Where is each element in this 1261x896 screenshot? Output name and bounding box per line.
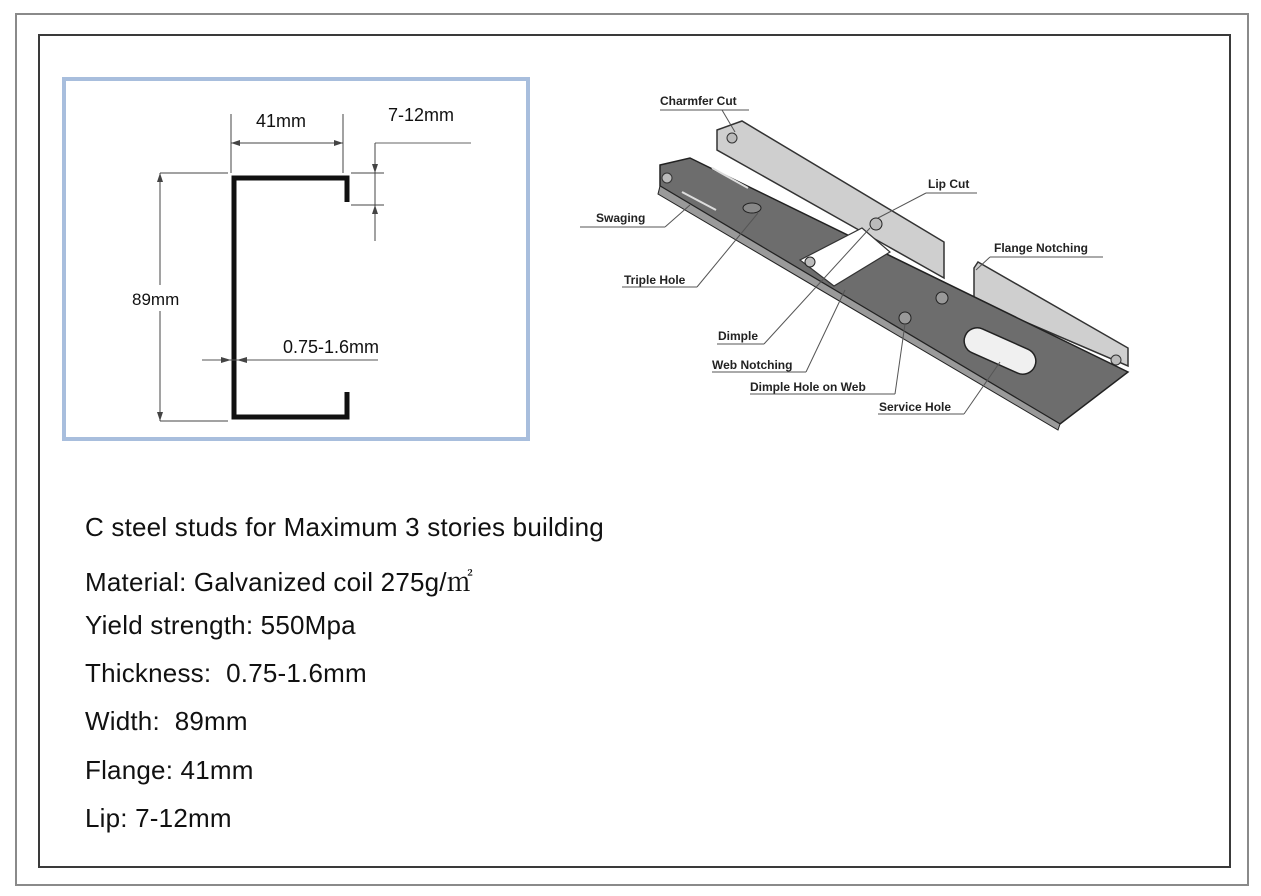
- callout-dimple: Dimple: [718, 329, 759, 343]
- spec-thickness: Thickness: 0.75-1.6mm: [85, 658, 367, 688]
- thickness-label: 0.75-1.6mm: [283, 337, 380, 357]
- callout-triple-hole: Triple Hole: [624, 273, 686, 287]
- end-hole: [1111, 355, 1121, 365]
- callout-service-hole: Service Hole: [879, 400, 952, 414]
- callout-chamfer: Charmfer Cut: [660, 94, 737, 108]
- spec-material: Material: Galvanized coil 275g/㎡: [85, 567, 473, 597]
- callout-web-notching: Web Notching: [712, 358, 793, 372]
- spec-width: Width: 89mm: [85, 706, 248, 736]
- callout-swaging: Swaging: [596, 211, 646, 225]
- chamfer-hole: [727, 133, 737, 143]
- web-plate: [660, 158, 1128, 424]
- dimple: [805, 257, 815, 267]
- lip-label: 7-12mm: [388, 105, 455, 125]
- end-hole: [662, 173, 672, 183]
- spec-flange: Flange: 41mm: [85, 755, 254, 785]
- callout-dimple-hole: Dimple Hole on Web: [750, 380, 866, 394]
- dimple-hole: [936, 292, 948, 304]
- callout-lip-cut: Lip Cut: [928, 177, 970, 191]
- web-label: 89mm: [132, 290, 180, 309]
- spec-lip: Lip: 7-12mm: [85, 803, 232, 833]
- flange-label: 41mm: [256, 111, 307, 131]
- spec-yield-strength: Yield strength: 550Mpa: [85, 610, 356, 640]
- dimple: [870, 218, 882, 230]
- dimple-hole: [899, 312, 911, 324]
- spec-title: C steel studs for Maximum 3 stories building: [85, 512, 604, 542]
- triple-hole: [743, 203, 761, 213]
- callout-flange-notching: Flange Notching: [994, 241, 1088, 255]
